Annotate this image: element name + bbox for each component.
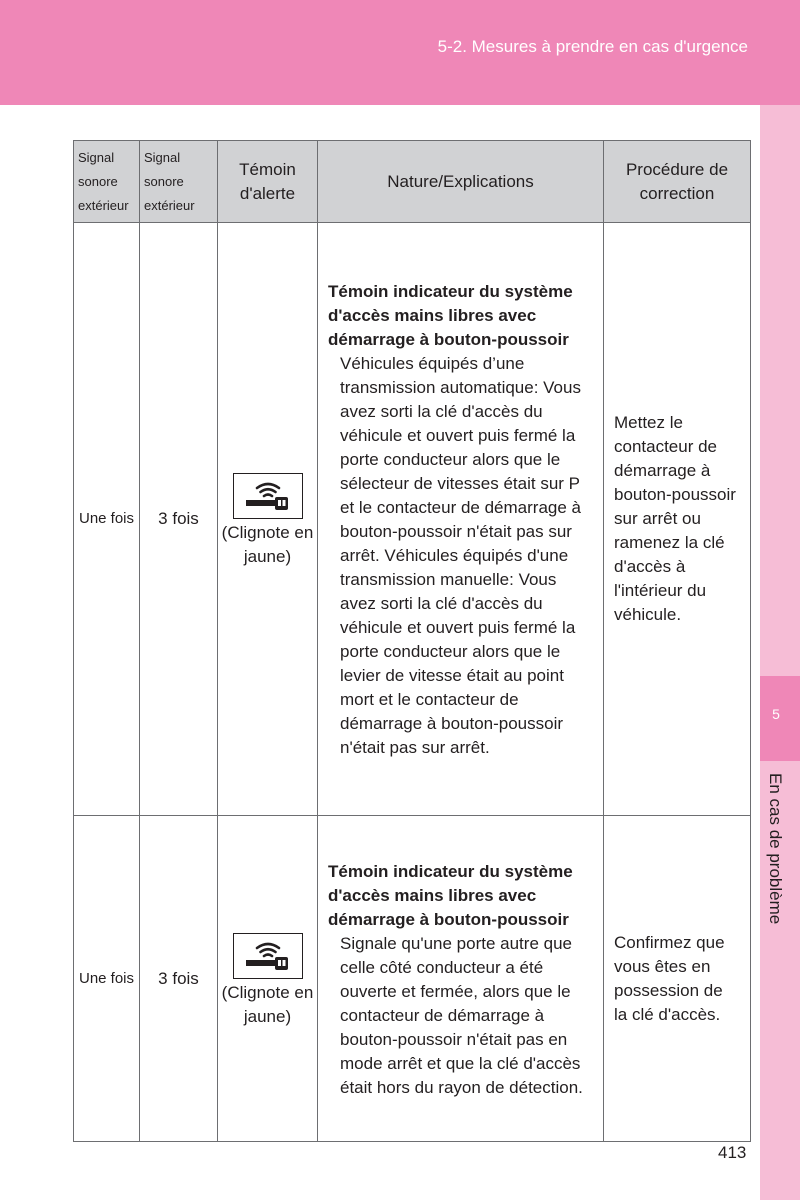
procedure-cell: Confirmez que vous êtes en possession de la clé d'accès.: [604, 816, 751, 1142]
nature-cell: [318, 223, 604, 816]
nature-body: Signale qu'une porte autre que celle côté conducteur a été ouverte et fermée, alors que le contacteur de démarrage à bouton-poussoir n'était pas en mode arrêt et que la clé d'accès était hors du rayon de détection.: [340, 933, 583, 1097]
chapter-number: 5: [772, 706, 780, 722]
signal-1-cell: Une fois: [74, 223, 140, 816]
header-procedure: Procédure de correction: [604, 141, 751, 223]
header-signal-1: Signal sonore extérieur: [74, 141, 140, 223]
side-strip: [760, 105, 800, 1200]
nature-heading: Témoin indicateur du système d'accès mains libres avec démarrage à bouton-poussoir: [328, 861, 573, 929]
table-header-row: [74, 141, 751, 223]
table-row: [74, 223, 751, 816]
section-title: 5-2. Mesures à prendre en cas d'urgence: [437, 37, 748, 56]
header-nature: Nature/Explications: [318, 141, 604, 223]
smart-key-icon-graphic: [241, 479, 295, 513]
nature-cell: [318, 816, 604, 1142]
warning-light-caption: (Clignote en jaune): [221, 523, 314, 566]
nature-heading: Témoin indicateur du système d'accès mains libres avec démarrage à bouton-poussoir: [328, 282, 573, 349]
smart-key-indicator-icon: [233, 473, 303, 519]
warning-light-cell: [218, 816, 318, 1142]
table-row: [74, 816, 751, 1142]
header-band: [0, 0, 800, 105]
smart-key-indicator-icon: [233, 933, 303, 979]
procedure-cell: Mettez le contacteur de démarrage à bouton-poussoir sur arrêt ou ramenez la clé d'accès à l'intérieur du véhicule.: [604, 223, 751, 816]
warning-light-caption: (Clignote en jaune): [221, 982, 314, 1026]
chapter-label: En cas de problème: [766, 773, 785, 925]
signal-2-cell: 3 fois: [140, 223, 218, 816]
warning-table: [73, 140, 751, 1142]
header-warning-light: Témoin d'alerte: [218, 141, 318, 223]
nature-body: Véhicules équipés d’une transmission automatique: Vous avez sorti la clé d'accès du véhicule et ouvert puis fermé la porte conducteur alors que le sélecteur de vitesses était sur P et le contacteur de démarrage à bouton-poussoir n'était pas sur arrêt. Véhicules équipés d'une transmission manuelle: Vous avez sorti la clé d'accès du véhicule et ouvert puis fermé la porte conducteur alors que le levier de vitesse était au point mort et le contacteur de démarrage à bouton-poussoir n'était pas sur arrêt.: [340, 354, 581, 757]
page-number: 413: [718, 1143, 747, 1162]
signal-2-cell: 3 fois: [140, 816, 218, 1142]
header-signal-2: Signal sonore extérieur: [140, 141, 218, 223]
smart-key-icon-graphic: [241, 939, 295, 973]
signal-1-cell: Une fois: [74, 816, 140, 1142]
warning-light-cell: [218, 223, 318, 816]
